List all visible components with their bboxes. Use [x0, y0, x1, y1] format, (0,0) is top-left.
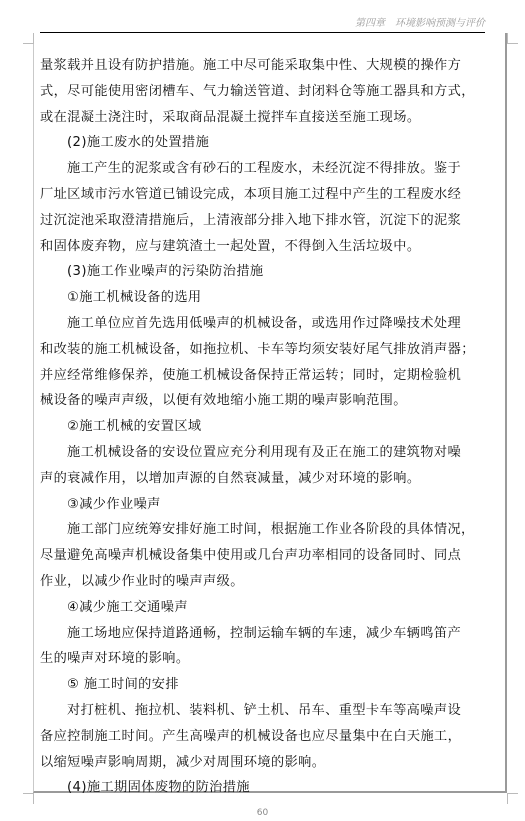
- text-line: 施工机械设备的安设位置应充分利用现有及正在施工的建筑物对噪: [67, 444, 462, 460]
- text-line: 声的衰减作用，以增加声源的自然衰减量，减少对环境的影响。: [40, 470, 421, 486]
- text-line: 作业，以减少作业时的噪声声级。: [40, 573, 244, 589]
- text-line: 和改装的施工机械设备，如拖拉机、卡车等均须安装好尾气排放消声器；: [40, 341, 475, 357]
- text-line: 并应经常维修保养，使施工机械设备保持正常运转；同时，定期检验机: [40, 367, 462, 383]
- text-line: 和固体废弃物，应与建筑渣土一起处置，不得倒入生活垃圾中。: [40, 238, 421, 254]
- text-line: 施工场地应保持道路通畅，控制运输车辆的车速，减少车辆鸣笛产: [67, 625, 462, 641]
- subsection-heading: ②施工机械的安置区域: [67, 419, 202, 435]
- section-heading: (2)施工废水的处置措施: [67, 135, 210, 151]
- text-line: 或在混凝土浇注时，采取商品混凝土搅拌车直接送至施工现场。: [40, 109, 421, 125]
- text-line: 厂址区域市污水管道已铺设完成，本项目施工过程中产生的工程废水经: [40, 186, 462, 202]
- text-line: 过沉淀池采取澄清措施后，上清液部分排入地下排水管，沉淀下的泥浆: [40, 212, 462, 228]
- text-line: 对打桩机、拖拉机、装料机、铲土机、吊车、重型卡车等高噪声设: [67, 702, 462, 718]
- text-line: 械设备的噪声声级，以便有效地缩小施工期的噪声影响范围。: [40, 393, 407, 409]
- subsection-heading: ④减少施工交通噪声: [67, 599, 188, 615]
- text-line: 以缩短噪声影响周期，减少对周围环境的影响。: [40, 754, 326, 770]
- text-line: 备应控制施工时间。产生高噪声的机械设备也应尽量集中在白天施工，: [40, 728, 462, 744]
- text-line: 施工产生的泥浆或含有砂石的工程废水，未经沉淀不得排放。鉴于: [67, 161, 462, 177]
- subsection-heading: ①施工机械设备的选用: [67, 290, 202, 306]
- subsection-heading: ⑤ 施工时间的安排: [67, 677, 179, 693]
- section-heading: (4)施工期固体废物的防治措施: [67, 780, 250, 796]
- text-line: 量浆载并且设有防护措施。施工中尽可能采取集中性、大规模的操作方: [40, 58, 462, 73]
- text-line: 施工部门应统筹安排好施工时间，根据施工作业各阶段的具体情况，: [67, 522, 475, 538]
- text-line: 式，尽可能使用密闭槽车、气力输送管道、封闭料仓等施工器具和方式，: [40, 83, 475, 99]
- text-line: 生的噪声对环境的影响。: [40, 651, 190, 667]
- crop-mark-bottom-right: [507, 793, 518, 804]
- body-text: [40, 53, 505, 801]
- text-line: 施工单位应首先选用低噪声的机械设备，或选用作过降噪技术处理: [67, 315, 462, 331]
- page-number: 60: [256, 808, 269, 818]
- crop-mark-top-right: [507, 33, 518, 44]
- crop-mark-top-left: [23, 33, 34, 44]
- crop-mark-bottom-left: [23, 793, 34, 804]
- section-heading: (3)施工作业噪声的污染防治措施: [67, 264, 264, 280]
- subsection-heading: ③减少作业噪声: [67, 496, 161, 512]
- running-header: 第四章 环境影响预测与评价: [40, 14, 485, 33]
- text-line: 尽量避免高噪声机械设备集中使用或几台声功率相同的设备同时、同点: [40, 548, 462, 564]
